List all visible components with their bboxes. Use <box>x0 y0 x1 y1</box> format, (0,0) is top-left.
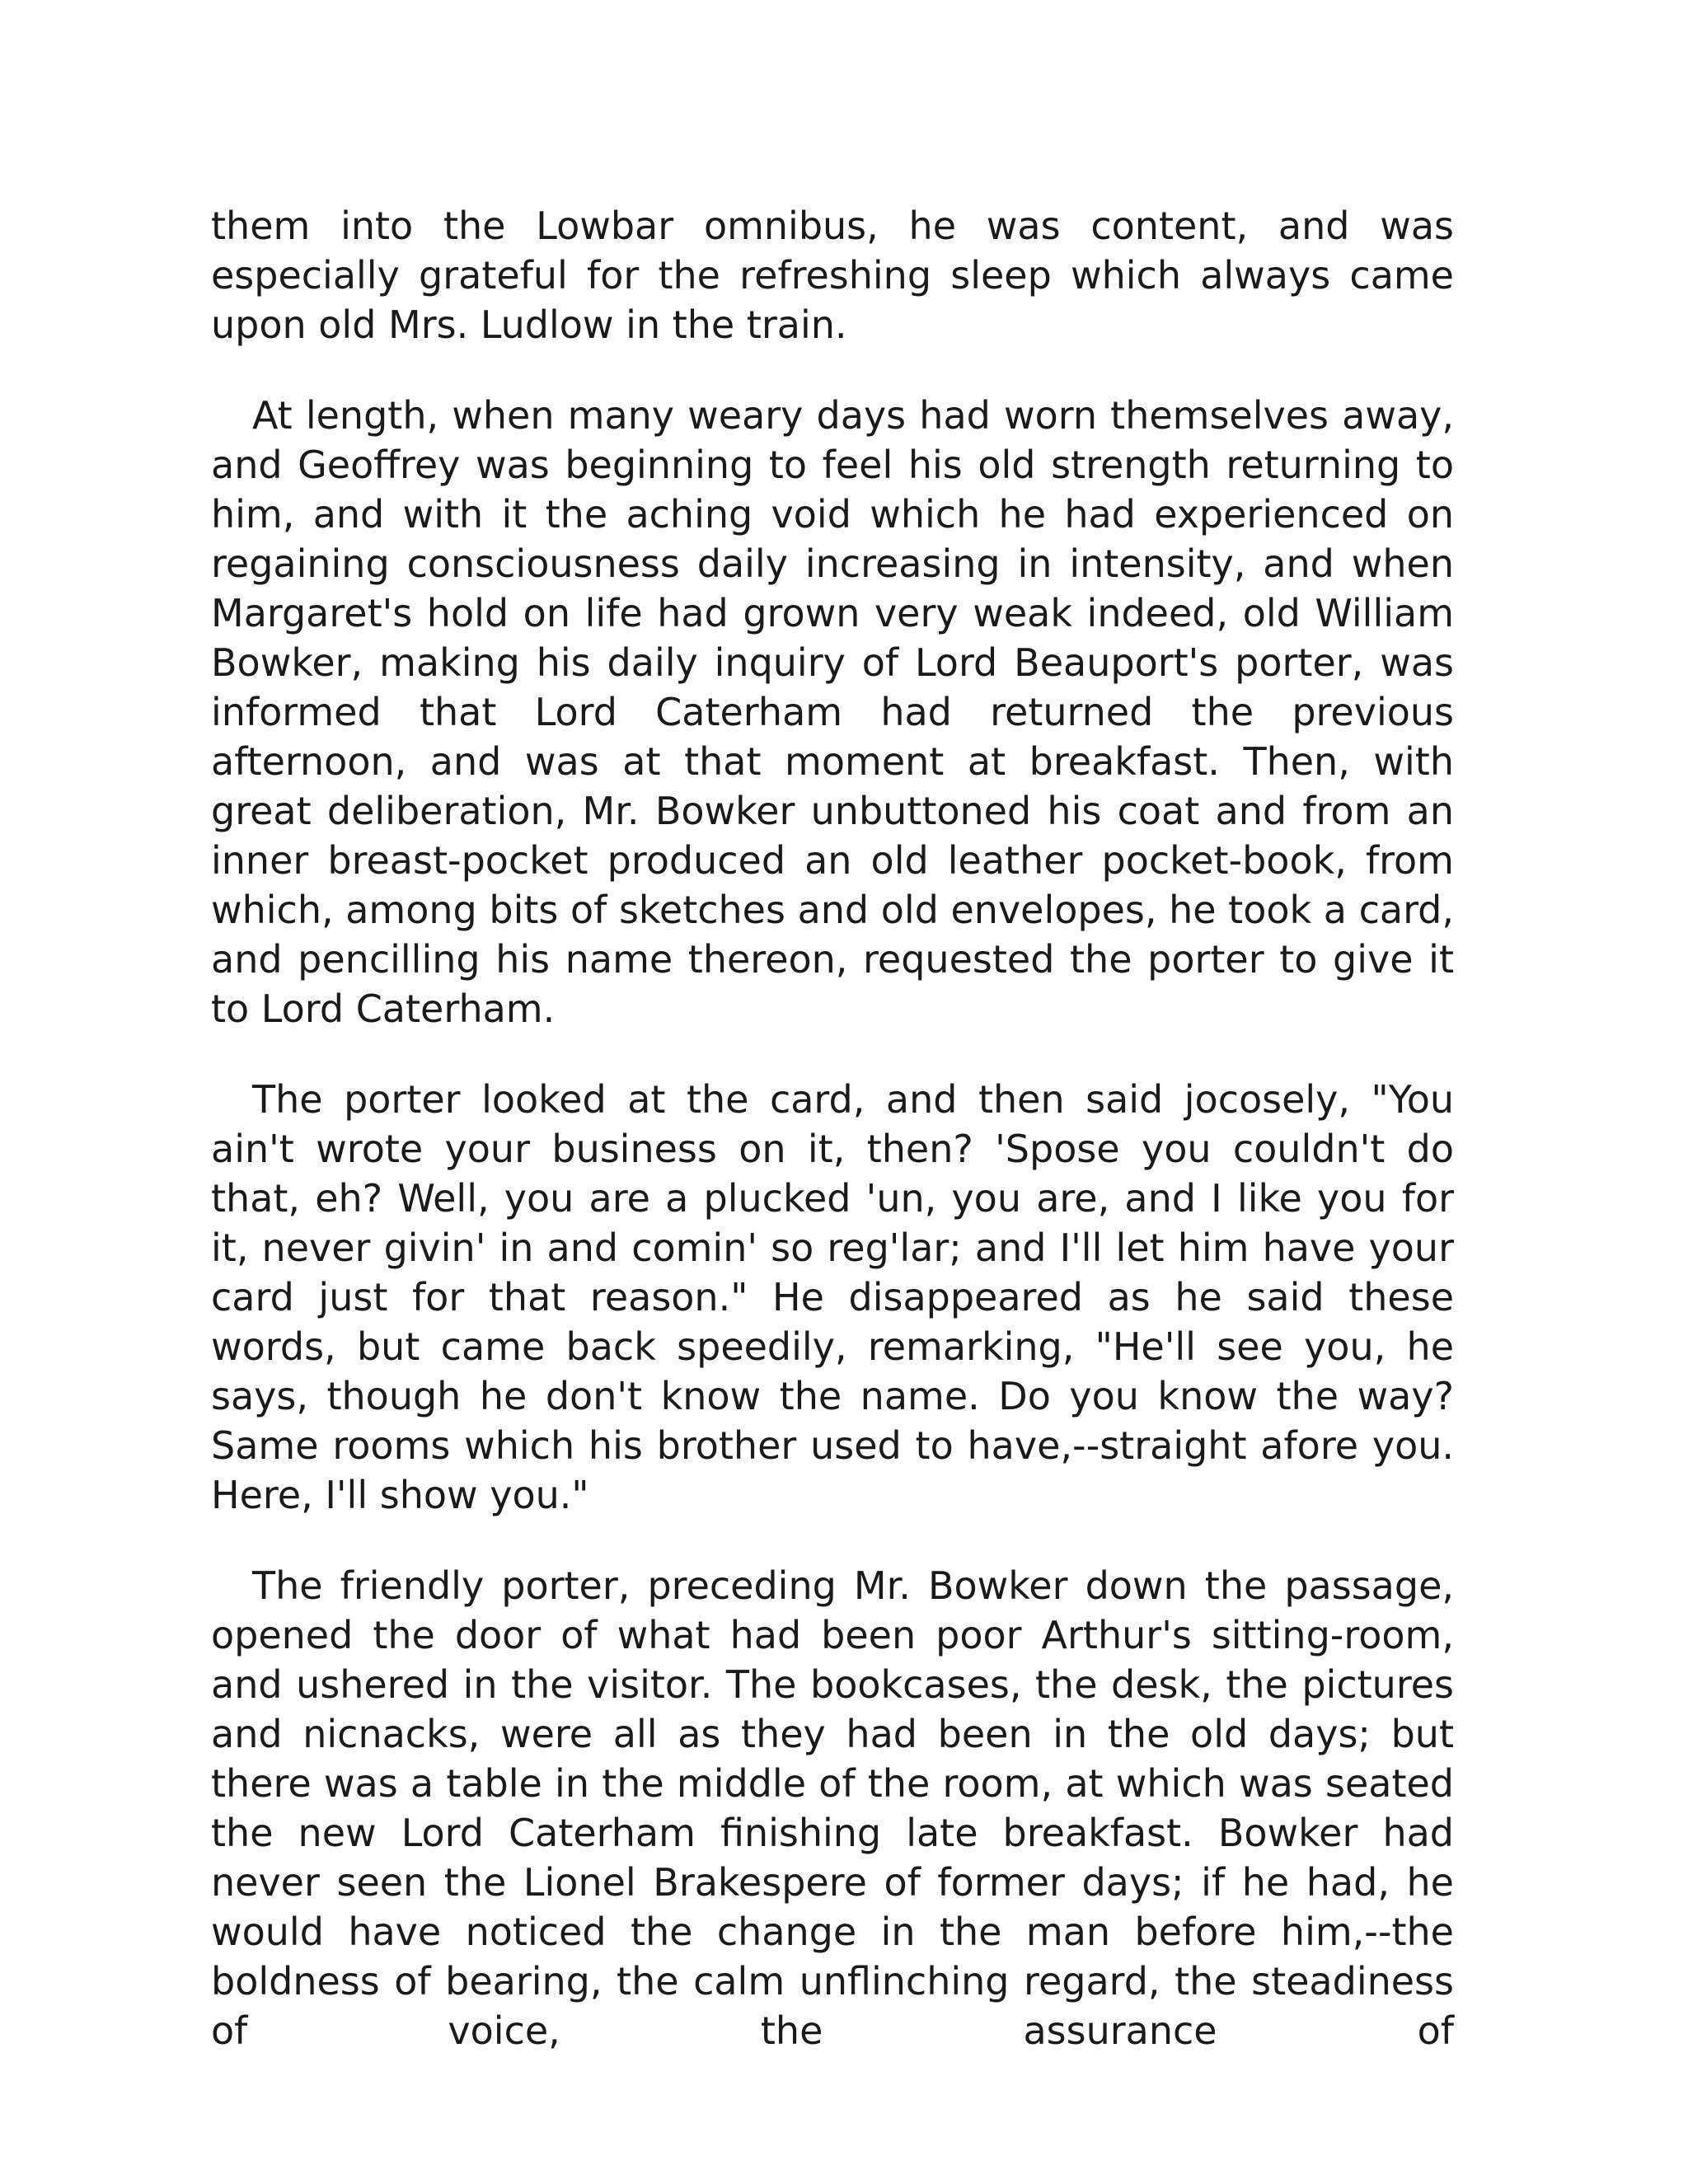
page-text <box>211 201 1454 2055</box>
paragraph-bowker-inquiry: At length, when many weary days had worn themselves away, and Geoffrey was beginning to feel his old strength returning to him, and with it the aching void which he had experienced on regaining consciousness daily increasing in intensity, and when Margaret's hold on life had grown very weak indeed, old William Bowker, making his daily inquiry of Lord Beauport's porter, was informed that Lord Caterham had returned the previous afternoon, and was at that moment at breakfast. Then, with great deliberation, Mr. Bowker unbuttoned his coat and from an inner breast-pocket produced an old leather pocket-book, from which, among bits of sketches and old envelopes, he took a card, and pencilling his name thereon, requested the porter to give it to Lord Caterham. <box>211 393 1454 1031</box>
paragraph-continued: them into the Lowbar omnibus, he was content, and was especially grateful for the refreshing sleep which always came upon old Mrs. Ludlow in the train. <box>211 204 1454 347</box>
paragraph-sitting-room: The friendly porter, preceding Mr. Bowker down the passage, opened the door of what had been poor Arthur's sitting-room, and ushered in the visitor. The bookcases, the desk, the pictures and nicnacks, were all as they had been in the old days; but there was a table in the middle of the room, at which was seated the new Lord Caterham finishing late breakfast. Bowker had never seen the Lionel Brakespere of former days; if he had, he would have noticed the change in the man before him,--the boldness of bearing, the calm unflinching regard, the steadiness of voice, the assurance of <box>211 1563 1454 2053</box>
paragraph-porter-dialogue: The porter looked at the card, and then said jocosely, "You ain't wrote your business on it, then? 'Spose you couldn't do that, eh? Well, you are a plucked 'un, you are, and I like you for it, never givin' in and comin' so reg'lar; and I'll let him have your card just for that reason." He disappeared as he said these words, but came back speedily, remarking, "He'll see you, he says, though he don't know the name. Do you know the way? Same rooms which his brother used to have,--straight afore you. Here, I'll show you." <box>211 1077 1454 1517</box>
